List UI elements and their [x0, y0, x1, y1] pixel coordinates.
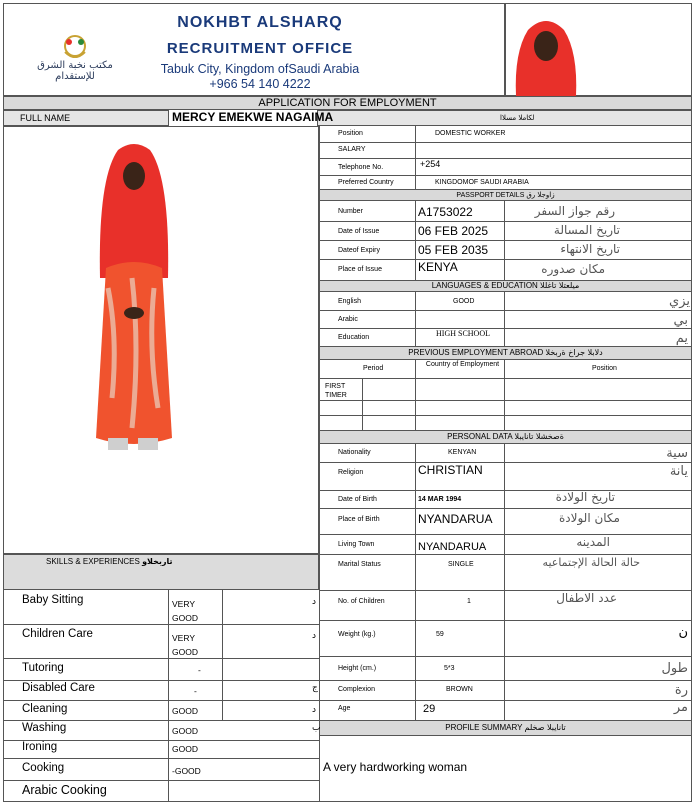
skill-cleaning-arabic: د [312, 704, 317, 714]
period-header: Period [363, 365, 384, 372]
date-of-birth-label: Date of Birth [338, 496, 377, 503]
skill-disabled-care: Disabled Care [22, 682, 95, 694]
company-logo [20, 32, 130, 88]
position-value: DOMESTIC WORKER [435, 130, 506, 137]
passport-number-value: A1753022 [418, 205, 473, 219]
marital-status-arabic: حالة الحالة الإجتماعيه [542, 556, 640, 569]
nationality-value: KENYAN [448, 449, 477, 456]
education-arabic: يم [675, 331, 688, 346]
preferred-country-value: KINGDOMOF SAUDI ARABIA [435, 179, 529, 186]
skill-tutoring: Tutoring [22, 662, 64, 674]
expiry-date-label: Dateof Expiry [338, 247, 381, 254]
nationality-label: Nationality [338, 449, 371, 456]
full-name-label: FULL NAME [20, 113, 71, 123]
complexion-value: BROWN [446, 686, 473, 693]
complexion-label: Complexion [338, 686, 375, 693]
arabic-label: Arabic [338, 316, 358, 323]
full-name-row [3, 110, 692, 126]
expiry-date-arabic: تاريخ الانتهاء [560, 242, 620, 256]
children-label: No. of Children [338, 598, 385, 605]
height-value: 5*3 [444, 665, 455, 672]
logo-arabic-text: مكتب نخبة الشرق للإستقدام [37, 60, 113, 82]
company-name: NOKHBT ALSHARQ [177, 14, 343, 31]
company-type: RECRUITMENT OFFICE [166, 40, 354, 57]
position-header: Position [592, 365, 617, 372]
company-phone: +966 54 140 4222 [209, 77, 311, 91]
preferred-country-label: Preferred Country [338, 179, 394, 186]
religion-value: CHRISTIAN [418, 463, 483, 477]
skill-cleaning-value: GOOD [172, 706, 198, 716]
marital-status-value: SINGLE [448, 561, 474, 568]
skill-ironing: Ironing [22, 741, 58, 753]
skill-disabled-care-arabic: ج [312, 682, 318, 692]
english-value: GOOD [453, 298, 475, 305]
weight-arabic: ن [678, 625, 688, 640]
skill-washing: Washing [22, 722, 67, 734]
skill-washing-value: GOOD [172, 726, 198, 736]
skill-children-care: Children Care [22, 628, 93, 640]
living-town-label: Living Town [338, 541, 375, 548]
height-label: Height (cm.) [338, 665, 377, 672]
skill-baby-sitting-value: VERY GOOD [172, 599, 198, 623]
form-title: APPLICATION FOR EMPLOYMENT [3, 96, 692, 110]
telephone-value: +254 [420, 159, 441, 169]
skill-disabled-care-value: - [194, 686, 197, 696]
position-label: Position [338, 130, 363, 137]
skill-children-care-arabic: د [312, 630, 317, 640]
issue-place-arabic: مكان صدوره [541, 262, 605, 276]
skills-heading: SKILLS & EXPERIENCES تاربخلاو [3, 554, 319, 590]
salary-label: SALARY [338, 146, 366, 153]
applicant-full-photo [88, 138, 178, 458]
marital-status-label: Marital Status [338, 561, 381, 568]
issue-place-value: KENYA [418, 260, 458, 274]
personal-data-heading: PERSONAL DATA ةصخشلا تانايبلا [319, 430, 692, 444]
english-label: English [338, 298, 361, 305]
religion-arabic: يانة [669, 464, 688, 479]
first-timer-label: FIRST TIMER [325, 383, 347, 399]
date-of-birth-value: 14 MAR 1994 [418, 496, 462, 503]
place-of-birth-value: NYANDARUA [418, 512, 493, 526]
skill-cooking-value: -GOOD [172, 766, 201, 776]
skill-baby-sitting-arabic: د [312, 596, 317, 606]
age-label: Age [338, 705, 351, 712]
skill-cooking: Cooking [22, 762, 65, 774]
religion-label: Religion [338, 469, 364, 476]
previous-employment-heading: PREVIOUS EMPLOYMENT ABROAD دلابلا جراخ ةربخلا [319, 346, 692, 360]
profile-summary-heading: PROFILE SUMMARY تانايبلا صخلم [319, 720, 692, 736]
place-of-birth-arabic: مكان الولادة [558, 511, 620, 525]
skill-washing-arabic: ب [312, 722, 321, 732]
complexion-arabic: رة [674, 683, 688, 698]
skill-ironing-value: GOOD [172, 744, 198, 754]
issue-date-label: Date of Issue [338, 228, 380, 235]
english-arabic: يزي [669, 294, 690, 309]
children-value: 1 [467, 598, 471, 605]
passport-heading: PASSPORT DETAILS زاوجلا رق [319, 189, 692, 201]
skill-baby-sitting: Baby Sitting [22, 594, 84, 606]
children-arabic: عدد الاطفال [556, 591, 617, 605]
age-arabic: مر [673, 700, 688, 715]
company-location: Tabuk City, Kingdom ofSaudi Arabia [160, 62, 360, 76]
skill-children-care-value: VERY GOOD [172, 633, 198, 657]
country-header: Country of Employment [425, 361, 500, 368]
weight-value: 59 [436, 631, 444, 638]
passport-number-label: Number [338, 208, 363, 215]
date-of-birth-arabic: تاريخ الولادة [555, 490, 615, 504]
living-town-arabic: المدينه [576, 535, 610, 549]
skill-arabic-cooking: Arabic Cooking [22, 783, 107, 797]
arabic-arabic: بي [673, 313, 688, 328]
living-town-value: NYANDARUA [418, 541, 487, 553]
issue-place-label: Place of Issue [338, 266, 382, 273]
skill-cleaning: Cleaning [22, 703, 68, 715]
skill-tutoring-value: - [198, 665, 201, 675]
issue-date-arabic: تاريخ المسالة [553, 223, 620, 237]
height-arabic: طول [661, 661, 688, 676]
applicant-thumbnail [510, 12, 582, 96]
education-label: Education [338, 334, 370, 341]
age-value: 29 [423, 703, 436, 715]
education-value: HIGH SCHOOL [436, 329, 490, 338]
full-name-arabic: لكاملا مسلاا [500, 114, 535, 122]
languages-heading: LANGUAGES & EDUCATION ميلعتلا تاغللا [319, 280, 692, 292]
nationality-arabic: سية [666, 446, 688, 461]
place-of-birth-label: Place of Birth [338, 516, 380, 523]
full-name-value: MERCY EMEKWE NAGAIMA [172, 110, 334, 124]
weight-label: Weight (kg.) [338, 631, 376, 638]
expiry-date-value: 05 FEB 2035 [418, 243, 489, 257]
profile-summary-text: A very hardworking woman [323, 760, 468, 774]
issue-date-value: 06 FEB 2025 [418, 224, 489, 238]
passport-number-arabic: رقم جواز السفر [534, 204, 615, 218]
telephone-label: Telephone No. [338, 164, 384, 171]
